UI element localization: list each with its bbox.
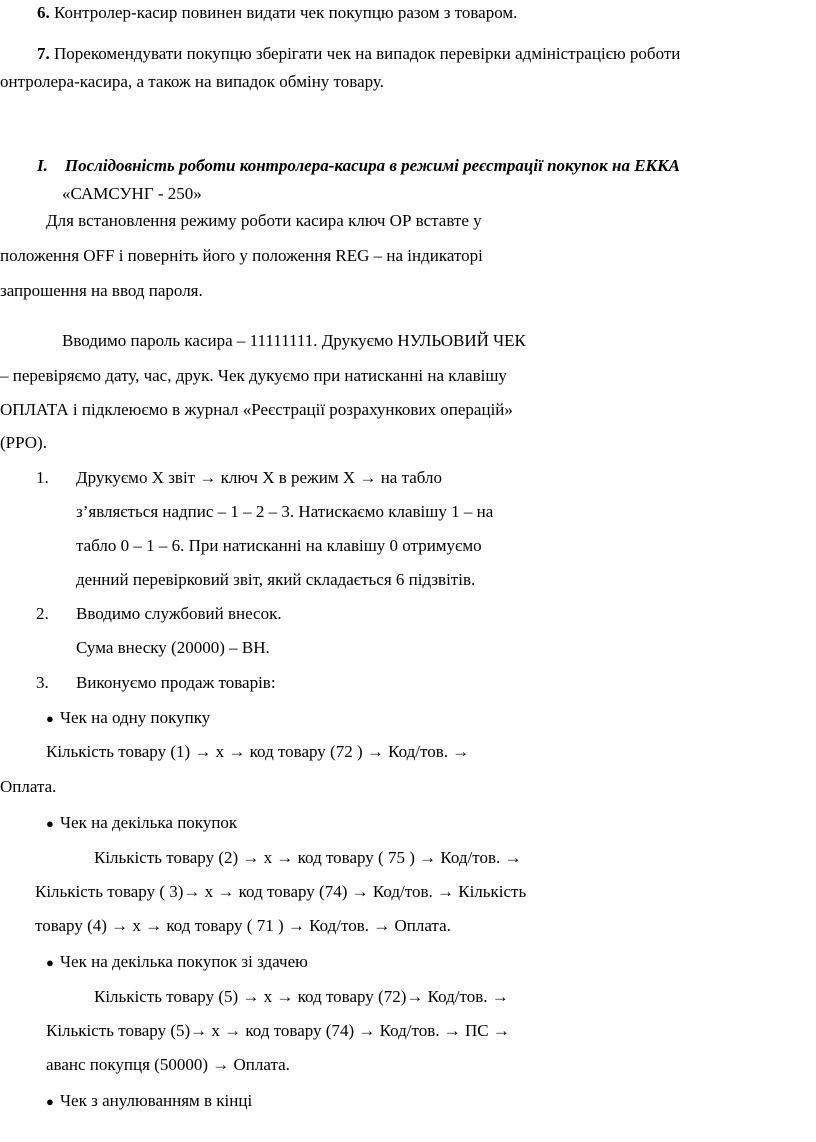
bullet-1-label: Чек на одну покупку: [60, 708, 211, 727]
para1-line-3: запрошення на ввод пароля.: [0, 281, 203, 300]
step-3-line-1: Виконуємо продаж товарів:: [76, 673, 276, 692]
step-1-number: 1.: [36, 468, 49, 487]
bullet-3-line-1: Кількість товару (5) → х → код товару (72)→ Код/тов. →: [94, 987, 509, 1006]
section-heading: [37, 155, 680, 177]
bullet-4: [46, 1090, 252, 1113]
item-6-text: Контролер-касир повинен видати чек покупцю разом з товаром.: [49, 3, 518, 22]
bullet-2-line-3: товару (4) → х → код товару ( 71 ) → Код/тов. → Оплата.: [35, 916, 451, 935]
section-title: Послідовність роботи контролера-касира в режимі реєстрації покупок на ЕККА: [64, 156, 680, 175]
bullet-1-dot-icon: ●: [46, 711, 54, 726]
bullet-3-line-2: Кількість товару (5)→ х → код товару (74) → Код/тов. → ПС →: [46, 1021, 510, 1040]
step-2-number: 2.: [36, 604, 49, 623]
step-1-line-3: табло 0 – 1 – 6. При натисканні на клавішу 0 отримуємо: [76, 536, 482, 555]
para2-line-1: Вводимо пароль касира – 11111111. Друкуємо НУЛЬОВИЙ ЧЕК: [62, 331, 526, 350]
step-1-line-2: з’являється надпис – 1 – 2 – 3. Натискаємо клавішу 1 – на: [76, 502, 494, 521]
step-2-line-2: Сума внеску (20000) – ВН.: [76, 638, 270, 657]
bullet-1: [46, 707, 210, 730]
para2-line-2: – перевіряємо дату, час, друк. Чек дукуємо при натисканні на клавішу: [0, 366, 507, 385]
step-1-line-4: денний перевірковий звіт, який складається 6 підзвітів.: [76, 570, 476, 589]
para2-line-3: ОПЛАТА і підклеюємо в журнал «Реєстрації розрахункових операцій»: [0, 400, 513, 419]
bullet-2-line-1: Кількість товару (2) → х → код товару ( 75 ) → Код/тов. →: [94, 848, 522, 867]
bullet-4-dot-icon: ●: [46, 1094, 54, 1109]
item-6: [37, 2, 517, 24]
bullet-3-dot-icon: ●: [46, 955, 54, 970]
bullet-1-line-2: Оплата.: [0, 777, 57, 796]
section-subtitle: «САМСУНГ - 250»: [62, 184, 202, 203]
step-3-number: 3.: [36, 673, 49, 692]
section-number: I.: [37, 156, 48, 175]
para1-line-2: положення OFF і поверніть його у положення REG – на індикаторі: [0, 246, 483, 265]
bullet-2-line-2: Кількість товару ( 3)→ х → код товару (74) → Код/тов. → Кількість: [35, 882, 527, 901]
item-7-number: 7.: [37, 44, 50, 63]
para2-line-4: (РРО).: [0, 433, 47, 452]
bullet-4-label: Чек з анулюванням в кінці: [60, 1091, 253, 1110]
bullet-2: [46, 812, 237, 835]
item-7-continuation: онтролера-касира, а також на випадок обміну товару.: [0, 72, 384, 91]
step-2-line-1: Вводимо службовий внесок.: [76, 604, 282, 623]
bullet-3-label: Чек на декілька покупок зі здачею: [60, 952, 308, 971]
para1-line-1: Для встановлення режиму роботи касира ключ ОР вставте у: [46, 211, 482, 230]
bullet-1-line-1: Кількість товару (1) → х → код товару (72 ) → Код/тов. →: [46, 742, 470, 761]
item-7: [37, 43, 680, 65]
bullet-2-label: Чек на декілька покупок: [60, 813, 238, 832]
step-1-line-1: Друкуємо Х звіт → ключ Х в режим Х → на табло: [76, 468, 442, 487]
item-6-number: 6.: [37, 3, 50, 22]
bullet-3: [46, 951, 308, 974]
bullet-3-line-3: аванс покупця (50000) → Оплата.: [46, 1055, 290, 1074]
bullet-2-dot-icon: ●: [46, 816, 54, 831]
item-7-text: Порекомендувати покупцю зберігати чек на випадок перевірки адміністрацією роботи: [49, 44, 681, 63]
